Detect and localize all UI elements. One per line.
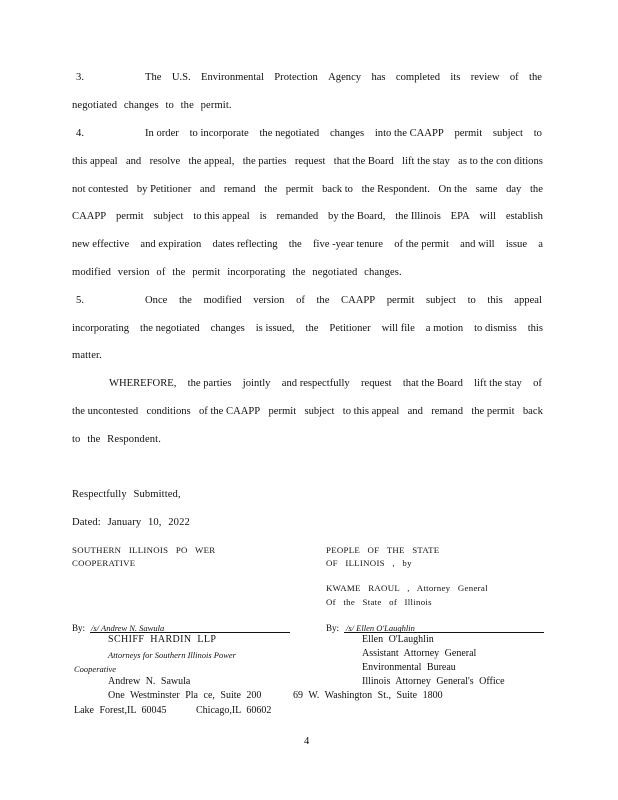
word-group: the parties (242, 156, 287, 167)
word-group: to (467, 295, 476, 306)
word-group: permit (386, 295, 415, 306)
left-by-label: By: (72, 623, 86, 633)
word-group: incorporating (72, 323, 130, 334)
word-group: of (533, 378, 542, 389)
word-group: dates reflecting (212, 239, 278, 250)
word-group: the (264, 184, 278, 195)
word-group: the (178, 295, 192, 306)
word-group: subject (492, 128, 523, 139)
para5-number: 5. (76, 295, 85, 306)
word-group: and (125, 156, 142, 167)
wherefore-line1 (109, 378, 542, 389)
word-group: conditions (146, 406, 191, 417)
right-signature-line (344, 632, 544, 633)
word-group: back (522, 406, 543, 417)
word-group: CAAPP (72, 211, 107, 222)
word-group: Petitioner (329, 323, 371, 334)
left-city: Lake Forest,IL 60045 (74, 705, 167, 716)
word-group: this (487, 295, 503, 306)
word-group: and (199, 184, 216, 195)
para4-line5 (72, 239, 543, 250)
right-party-name-line1: PEOPLE OF THE STATE (326, 545, 440, 555)
word-group: In order (145, 128, 179, 139)
word-group: will file (381, 323, 415, 334)
word-group: the (288, 239, 302, 250)
right-name: Ellen O'Laughlin (362, 634, 434, 645)
para4-line6: modified version of the permit incorporating the negotiated changes. (72, 267, 402, 278)
word-group: of (296, 295, 305, 306)
word-group: issue (505, 239, 528, 250)
wherefore-line2 (72, 406, 543, 417)
right-of-state: Of the State of Illinois (326, 597, 432, 607)
word-group: Agency (328, 72, 362, 83)
word-group: permit (115, 211, 144, 222)
right-office: Illinois Attorney General's Office (362, 676, 505, 687)
word-group: back to (322, 184, 353, 195)
word-group: the (529, 72, 542, 83)
para4-line2 (72, 156, 543, 167)
word-group: subject (153, 211, 184, 222)
page-number: 4 (304, 736, 310, 747)
word-group: of the CAAPP (198, 406, 261, 417)
word-group: permit (454, 128, 483, 139)
word-group: and respectfully (281, 378, 350, 389)
date-line: Dated: January 10, 2022 (72, 517, 190, 528)
word-group: U.S. (171, 72, 191, 83)
word-group: the permit (471, 406, 515, 417)
word-group: request (294, 156, 326, 167)
left-firm: SCHIFF HARDIN LLP (108, 634, 217, 645)
right-title: Assistant Attorney General (362, 648, 477, 659)
word-group: the uncontested (72, 406, 139, 417)
word-group: WHEREFORE, (109, 378, 177, 389)
word-group: this (527, 323, 543, 334)
left-party-name-line2: COOPERATIVE (72, 558, 136, 568)
para3-line2: negotiated changes to the permit. (72, 100, 232, 111)
word-group: will (479, 211, 496, 222)
para3-line1 (145, 72, 542, 83)
left-party-name-line1: SOUTHERN ILLINOIS PO WER (72, 545, 216, 555)
word-group: to this appeal (193, 211, 250, 222)
word-group: the (529, 184, 543, 195)
left-signature-line (90, 632, 290, 633)
word-group: by the Board, (328, 211, 386, 222)
word-group: the (305, 323, 319, 334)
word-group: to incorporate (189, 128, 249, 139)
word-group: review (470, 72, 500, 83)
word-group: five -year tenure (312, 239, 383, 250)
word-group: remanded (276, 211, 319, 222)
word-group: lift the stay (402, 156, 450, 167)
word-group: the negotiated (259, 128, 320, 139)
left-attorney-name: Andrew N. Sawula (108, 676, 191, 687)
word-group: On the (438, 184, 468, 195)
word-group: the (316, 295, 330, 306)
word-group: this appeal (72, 156, 118, 167)
para5-line3: matter. (72, 350, 102, 361)
word-group: request (360, 378, 392, 389)
word-group: a motion (425, 323, 464, 334)
word-group: Protection (274, 72, 318, 83)
para4-line3 (72, 184, 543, 195)
word-group: subject (425, 295, 456, 306)
word-group: and expiration (140, 239, 202, 250)
word-group: to (533, 128, 542, 139)
word-group: and will (460, 239, 495, 250)
word-group: remand (431, 406, 463, 417)
word-group: as to the con ditions (458, 156, 543, 167)
word-group: day (506, 184, 522, 195)
right-address: 69 W. Washington St., Suite 1800 (293, 690, 443, 701)
word-group: new effective (72, 239, 130, 250)
word-group: subject (304, 406, 335, 417)
word-group: by Petitioner (136, 184, 192, 195)
word-group: of the permit (394, 239, 449, 250)
word-group: to this appeal (342, 406, 400, 417)
word-group: not contested (72, 184, 129, 195)
word-group: EPA (450, 211, 470, 222)
left-attorneys-for: Attorneys for Southern Illinois Power (108, 650, 236, 660)
word-group: that the Board (402, 378, 463, 389)
word-group: permit (285, 184, 314, 195)
word-group: Once (145, 295, 168, 306)
word-group: the appeal, (188, 156, 235, 167)
para5-line1 (145, 295, 542, 306)
left-signature: /s/ Andrew N. Sawula (91, 623, 165, 633)
word-group: same (475, 184, 498, 195)
word-group: The (145, 72, 162, 83)
left-cooperative: Cooperative (74, 664, 117, 674)
word-group: into the CAAPP (374, 128, 444, 139)
right-signature: /s/ Ellen O'Laughlin (346, 623, 415, 633)
word-group: to dismiss (474, 323, 517, 334)
left-address: One Westminster Pla ce, Suite 200 (108, 690, 262, 701)
word-group: remand (223, 184, 256, 195)
para4-line1 (145, 128, 542, 139)
respectfully-submitted: Respectfully Submitted, (72, 489, 181, 500)
word-group: and (407, 406, 423, 417)
word-group: resolve (149, 156, 181, 167)
word-group: completed (395, 72, 441, 83)
word-group: the parties (187, 378, 232, 389)
word-group: the Illinois (395, 211, 441, 222)
word-group: has (371, 72, 386, 83)
word-group: establish (505, 211, 543, 222)
right-bureau: Environmental Bureau (362, 662, 456, 673)
word-group: a (538, 239, 543, 250)
right-city: Chicago,IL 60602 (196, 705, 272, 716)
word-group: version (253, 295, 285, 306)
word-group: lift the stay (474, 378, 522, 389)
word-group: the negotiated (140, 323, 200, 334)
word-group: changes (329, 128, 365, 139)
word-group: permit (268, 406, 297, 417)
word-group: of (509, 72, 519, 83)
word-group: changes (210, 323, 245, 334)
word-group: the Respondent. (361, 184, 430, 195)
para4-line4 (72, 211, 543, 222)
word-group: appeal (514, 295, 542, 306)
word-group: that the Board (333, 156, 394, 167)
word-group: Environmental (200, 72, 264, 83)
para4-number: 4. (76, 128, 85, 139)
para3-number: 3. (76, 72, 85, 83)
word-group: jointly (242, 378, 271, 389)
right-by-label: By: (326, 623, 340, 633)
word-group: is (259, 211, 267, 222)
wherefore-line3: to the Respondent. (72, 434, 161, 445)
para5-line2 (72, 323, 543, 334)
right-party-name-line2: OF ILLINOIS , by (326, 558, 412, 568)
word-group: its (450, 72, 461, 83)
word-group: is issued, (255, 323, 295, 334)
word-group: modified (203, 295, 242, 306)
right-ag-name: KWAME RAOUL , Attorney General (326, 583, 488, 593)
word-group: CAAPP (341, 295, 376, 306)
